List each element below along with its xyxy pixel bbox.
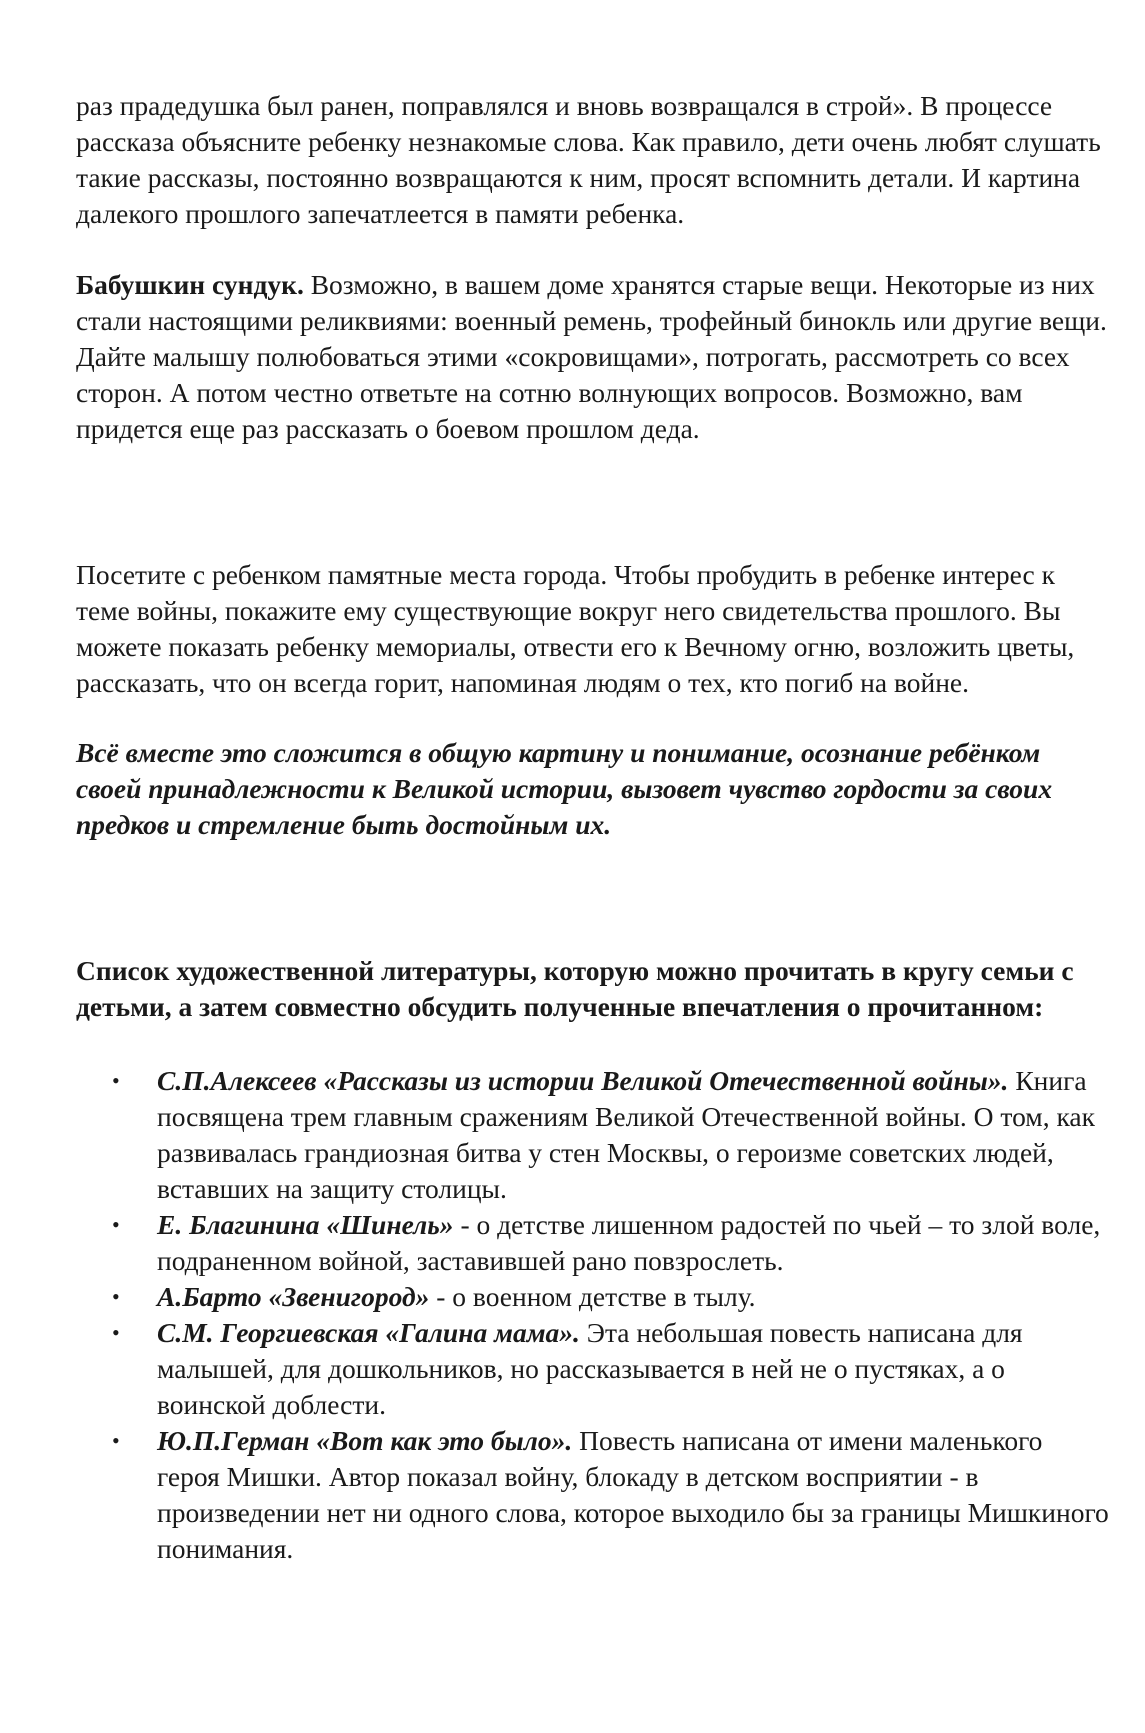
bullet-icon: • <box>112 1068 120 1093</box>
document-page <box>76 88 1111 1567</box>
book-title: А.Барто «Звенигород» <box>157 1281 430 1312</box>
book-title: С.М. Георгиевская «Галина мама». <box>157 1317 580 1348</box>
grandma-chest-text: Возможно, в вашем доме хранятся старые вещи. Некоторые из них стали настоящими реликвиями: военный ремень, трофейный бинокль или другие вещи. Дайте малышу полюбоваться этими «сокровищами», потрогать, рассмотреть со всех сторон. А потом честно ответьте на сотню волнующих вопросов. Возможно, вам придется еще раз рассказать о боевом прошлом деда. <box>76 269 1107 444</box>
book-title: С.П.Алексеев «Рассказы из истории Великой Отечественной войны». <box>157 1065 1009 1096</box>
bullet-icon: • <box>112 1212 120 1237</box>
book-item-blaginina <box>76 1207 1111 1279</box>
bullet-icon: • <box>112 1284 120 1309</box>
book-description: Книга посвящена трем главным сражениям Великой Отечественной войны. О том, как развивалась грандиозная битва у стен Москвы, о героизме советских людей, вставших на защиту столицы. <box>157 1065 1095 1204</box>
book-item-alekseev <box>76 1063 1111 1207</box>
book-description: - о военном детстве в тылу. <box>429 1281 756 1312</box>
book-description: Эта небольшая повесть написана для малышей, для дошкольников, но рассказывается в ней не о пустяках, а о воинской доблести. <box>157 1317 1023 1420</box>
book-item-barto <box>76 1279 1111 1315</box>
grandma-chest-title: Бабушкин сундук. <box>76 269 304 300</box>
visit-places-paragraph: Посетите с ребенком памятные места города. Чтобы пробудить в ребенке интерес к теме войны, покажите ему существующие вокруг него свидетельства прошлого. Вы можете показать ребенку мемориалы, отвести его к Вечному огню, возложить цветы, рассказать, что он всегда горит, напоминая людям о тех, кто погиб на войне. <box>76 559 1075 698</box>
book-description: - о детстве лишенном радостей по чьей – то злой воле, подраненном войной, заставившей рано повзрослеть. <box>157 1209 1101 1276</box>
grandma-chest-paragraph <box>76 267 1111 447</box>
bullet-icon: • <box>112 1320 120 1345</box>
book-description: Повесть написана от имени маленького героя Мишки. Автор показал войну, блокаду в детском восприятии - в произведении нет ни одного слова, которое выходило бы за границы Мишкиного понимания. <box>157 1425 1109 1564</box>
book-item-german <box>76 1423 1111 1567</box>
book-title: Е. Благинина «Шинель» <box>157 1209 454 1240</box>
literature-heading: Список художественной литературы, которую можно прочитать в кругу семьи с детьми, а затем совместно обсудить полученные впечатления о прочитанном: <box>76 955 1074 1022</box>
summary-paragraph: Всё вместе это сложится в общую картину и понимание, осознание ребёнком своей принадлежности к Великой истории, вызовет чувство гордости за своих предков и стремление быть достойным их. <box>76 737 1053 840</box>
book-item-georgievskaya <box>76 1315 1111 1423</box>
book-list <box>76 1063 1111 1567</box>
bullet-icon: • <box>112 1428 120 1453</box>
book-title: Ю.П.Герман «Вот как это было». <box>157 1425 573 1456</box>
intro-paragraph: раз прадедушка был ранен, поправлялся и вновь возвращался в строй». В процессе рассказа объясните ребенку незнакомые слова. Как правило, дети очень любят слушать такие рассказы, постоянно возвращаются к ним, просят вспомнить детали. И картина далекого прошлого запечатлеется в памяти ребенка. <box>76 90 1101 229</box>
